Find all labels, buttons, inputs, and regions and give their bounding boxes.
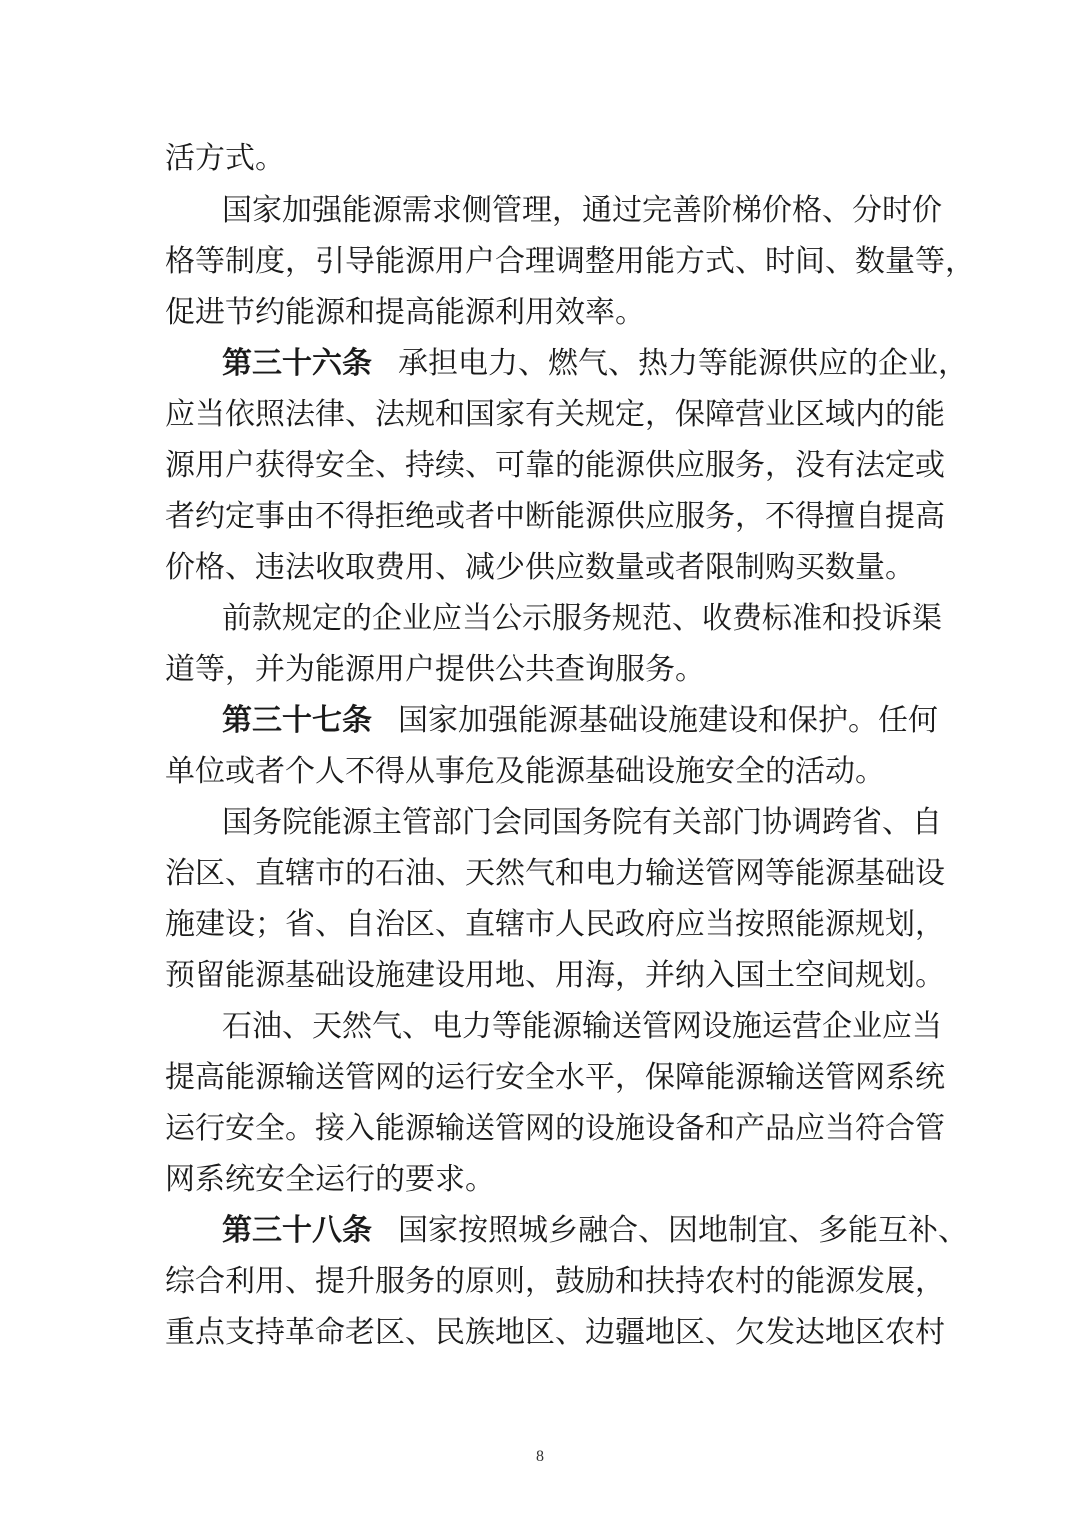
text-line: 施建设；省、自治区、直辖市人民政府应当按照能源规划， xyxy=(165,907,945,942)
page-number: 8 xyxy=(536,1448,544,1465)
text-line: 重点支持革命老区、民族地区、边疆地区、欠发达地区农村 xyxy=(165,1315,945,1350)
text-line: 预留能源基础设施建设用地、用海，并纳入国土空间规划。 xyxy=(165,958,945,993)
text-line: 格等制度，引导能源用户合理调整用能方式、时间、数量等， xyxy=(165,244,975,279)
text-line: 价格、违法收取费用、减少供应数量或者限制购买数量。 xyxy=(165,550,915,585)
text-line: 道等，并为能源用户提供公共查询服务。 xyxy=(165,652,705,687)
text-line: 石油、天然气、电力等能源输送管网设施运营企业应当 xyxy=(222,1009,942,1044)
text-line: 承担电力、燃气、热力等能源供应的企业， xyxy=(398,346,968,381)
text-line: 国家加强能源基础设施建设和保护。任何 xyxy=(398,703,938,738)
text-line: 综合利用、提升服务的原则，鼓励和扶持农村的能源发展， xyxy=(165,1264,945,1299)
text-line: 治区、直辖市的石油、天然气和电力输送管网等能源基础设 xyxy=(165,856,945,891)
article-heading: 第三十六条 xyxy=(222,346,372,381)
article-heading: 第三十八条 xyxy=(222,1213,372,1248)
article-36-first-line xyxy=(222,343,968,385)
article-heading: 第三十七条 xyxy=(222,703,372,738)
text-line: 前款规定的企业应当公示服务规范、收费标准和投诉渠 xyxy=(222,601,942,636)
text-line: 促进节约能源和提高能源利用效率。 xyxy=(165,295,645,330)
text-line: 活方式。 xyxy=(165,141,285,176)
article-38-first-line xyxy=(222,1210,968,1252)
text-line: 国家按照城乡融合、因地制宜、多能互补、 xyxy=(398,1213,968,1248)
text-line: 网系统安全运行的要求。 xyxy=(165,1162,495,1197)
text-line: 国务院能源主管部门会同国务院有关部门协调跨省、自 xyxy=(222,805,942,840)
text-line: 应当依照法律、法规和国家有关规定，保障营业区域内的能 xyxy=(165,397,945,432)
text-line: 运行安全。接入能源输送管网的设施设备和产品应当符合管 xyxy=(165,1111,945,1146)
text-line: 者约定事由不得拒绝或者中断能源供应服务，不得擅自提高 xyxy=(165,499,945,534)
text-line: 提高能源输送管网的运行安全水平，保障能源输送管网系统 xyxy=(165,1060,945,1095)
text-line: 单位或者个人不得从事危及能源基础设施安全的活动。 xyxy=(165,754,885,789)
text-line: 源用户获得安全、持续、可靠的能源供应服务，没有法定或 xyxy=(165,448,945,483)
text-line: 国家加强能源需求侧管理，通过完善阶梯价格、分时价 xyxy=(222,193,942,228)
article-37-first-line xyxy=(222,700,938,742)
